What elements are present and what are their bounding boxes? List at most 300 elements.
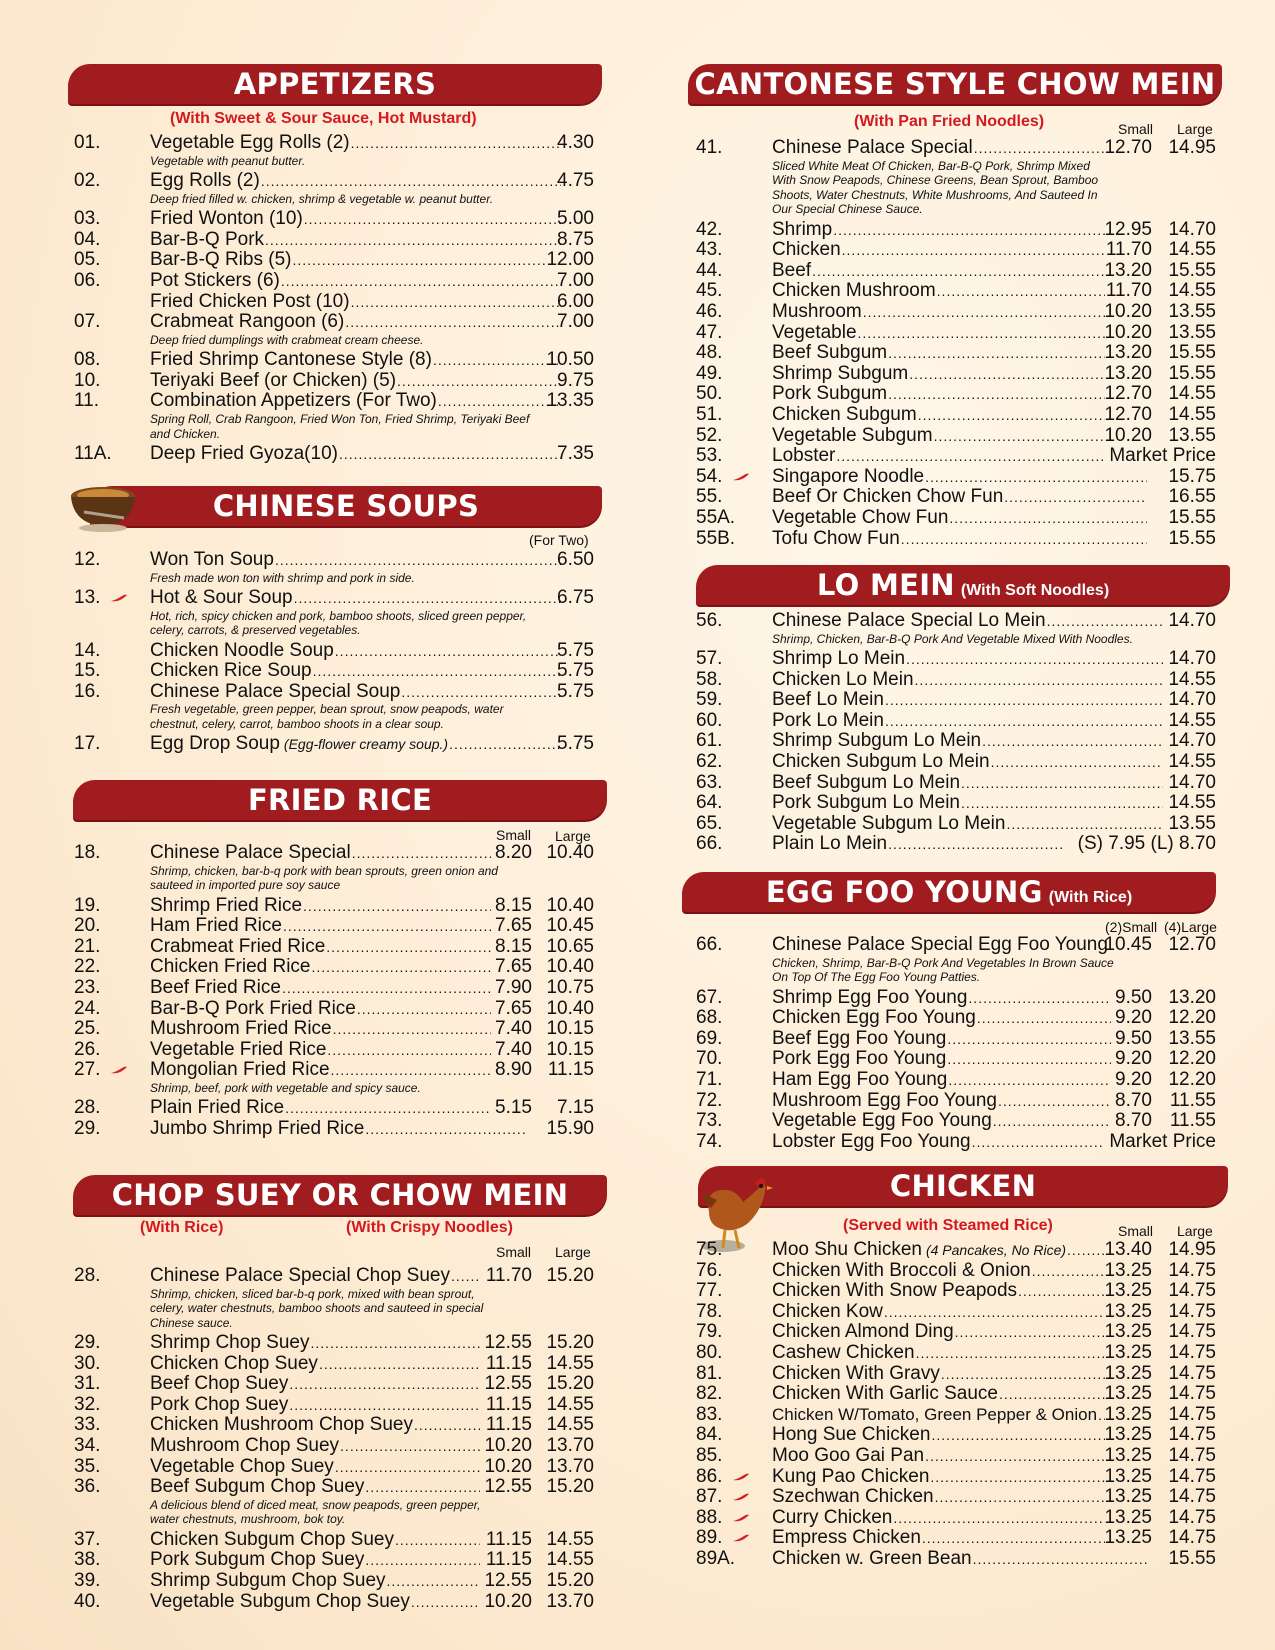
item-price: Market Price	[1109, 1130, 1216, 1152]
item-price-small: 13.25	[1104, 1506, 1152, 1528]
menu-item-row[interactable]	[696, 1322, 1216, 1343]
item-price-large: 14.55	[546, 1528, 594, 1550]
dot-leader	[931, 1425, 1105, 1446]
dot-leader	[387, 1571, 480, 1592]
item-name-with-leader	[772, 343, 1106, 364]
item-price-large: 15.20	[546, 1476, 594, 1498]
item-name: Bar-B-Q Ribs (5)	[150, 250, 292, 271]
dot-leader	[977, 1008, 1111, 1029]
menu-item-row[interactable]	[696, 834, 1216, 855]
dot-leader	[925, 1446, 1105, 1467]
item-price-small: 13.25	[1104, 1486, 1152, 1508]
item-price-small: 7.90	[495, 976, 532, 998]
item-price-small: 6.00	[557, 290, 594, 312]
menu-item-row[interactable]	[74, 1477, 594, 1498]
menu-item-row[interactable]	[696, 405, 1216, 426]
item-name: Chicken Chop Suey	[150, 1353, 318, 1374]
dot-leader	[313, 661, 561, 682]
item-name: Mushroom	[772, 301, 862, 322]
item-number: 83.	[696, 1403, 723, 1425]
item-price-small: 13.25	[1104, 1280, 1152, 1302]
item-name-with-leader	[772, 138, 1106, 159]
item-price-large: 11.55	[1169, 1089, 1216, 1111]
dot-leader	[395, 1530, 480, 1551]
menu-item-row[interactable]	[696, 1446, 1216, 1467]
lo-mein-subtitle: (With Soft Noodles)	[960, 582, 1110, 599]
item-description: Deep fried dumplings with crabmeat cream cheese.	[150, 332, 424, 347]
menu-item-row[interactable]	[74, 371, 594, 392]
item-name: Pork Subgum	[772, 384, 888, 405]
item-name: Mushroom Fried Rice	[150, 1019, 332, 1040]
menu-item-row[interactable]	[696, 711, 1216, 732]
item-number: 85.	[696, 1444, 723, 1466]
dot-leader	[451, 1266, 480, 1287]
item-price-small: 12.55	[484, 1570, 532, 1592]
item-name: Beef Or Chicken Chow Fun	[772, 487, 1004, 508]
menu-item-row[interactable]	[696, 138, 1216, 159]
item-name: Singapore Noodle	[772, 466, 925, 487]
egg-foo-young-small-label: (2)Small	[1105, 919, 1158, 935]
dot-leader	[326, 937, 491, 958]
item-price-small: 11.15	[485, 1393, 532, 1415]
item-price-small: 7.00	[557, 269, 594, 291]
menu-item-row[interactable]	[74, 896, 594, 917]
item-price-large: 15.55	[1168, 527, 1216, 549]
menu-item-row[interactable]	[696, 1364, 1216, 1385]
item-price-small: 11.15	[485, 1414, 532, 1436]
item-number: 33.	[74, 1414, 101, 1436]
dot-leader	[345, 312, 561, 333]
item-price-small: 11.15	[485, 1528, 532, 1550]
menu-item-row[interactable]	[74, 1436, 594, 1457]
dot-leader	[991, 752, 1163, 773]
menu-item-row[interactable]	[74, 1415, 594, 1436]
menu-item-row[interactable]	[74, 588, 594, 609]
menu-item-row[interactable]	[696, 1111, 1216, 1132]
item-name: Beef Chop Suey	[150, 1374, 289, 1395]
item-number: 12.	[74, 549, 101, 570]
menu-item-row[interactable]	[74, 1530, 594, 1551]
item-price-large: 15.55	[1168, 342, 1216, 364]
item-price-large: 13.20	[1168, 986, 1216, 1008]
dot-leader	[351, 133, 561, 154]
menu-item-row[interactable]	[74, 271, 594, 292]
item-price-small: 11.70	[1105, 280, 1152, 302]
menu-item-row[interactable]	[74, 171, 594, 192]
menu-item-row[interactable]	[696, 814, 1216, 835]
item-price-large: 14.75	[1168, 1259, 1216, 1281]
item-price-small: 14.70	[1168, 771, 1216, 793]
chili-pepper-icon	[732, 1533, 750, 1542]
item-name-with-leader	[150, 444, 562, 465]
menu-item-row[interactable]	[74, 734, 594, 755]
menu-item-row[interactable]	[74, 1550, 594, 1571]
menu-item-row[interactable]	[696, 1070, 1216, 1091]
chili-pepper-icon	[110, 1065, 128, 1074]
item-number: 89A.	[696, 1547, 736, 1569]
menu-item-row[interactable]	[74, 1571, 594, 1592]
item-name: Plain Fried Rice	[150, 1098, 285, 1119]
menu-item-row[interactable]	[696, 731, 1216, 752]
chop-suey-banner	[73, 1175, 607, 1215]
item-number: 54.	[696, 465, 723, 487]
item-name: Chinese Palace Special	[150, 843, 351, 863]
item-name-with-leader	[772, 240, 1106, 261]
dot-leader	[998, 1091, 1111, 1112]
dot-leader	[922, 1528, 1105, 1549]
dot-leader	[955, 1322, 1105, 1343]
menu-item-row[interactable]	[74, 978, 594, 999]
item-price-small: 9.20	[1115, 1068, 1152, 1090]
menu-item-row[interactable]	[74, 957, 594, 978]
item-name: Chinese Palace Special	[772, 138, 973, 158]
chili-pepper-icon	[732, 1513, 750, 1522]
item-name: Egg Drop Soup	[150, 734, 280, 755]
item-price-large: 15.20	[546, 1265, 594, 1286]
item-name-with-leader	[150, 896, 492, 917]
item-price-small: 13.55	[1168, 812, 1216, 834]
item-price-large: 14.75	[1168, 1300, 1216, 1322]
item-price-large: 15.90	[546, 1118, 594, 1140]
menu-item-row[interactable]	[696, 384, 1216, 405]
menu-item-row[interactable]	[696, 343, 1216, 364]
item-name: Chicken Rice Soup	[150, 661, 312, 682]
menu-item-row[interactable]	[696, 426, 1216, 447]
item-price-small: 9.50	[1115, 1027, 1152, 1049]
dot-leader	[833, 220, 1105, 241]
egg-foo-young-banner	[682, 872, 1216, 912]
menu-item-row[interactable]	[696, 281, 1216, 302]
menu-item-row[interactable]	[74, 1040, 594, 1061]
item-price-large: 15.55	[1168, 1547, 1216, 1569]
dot-leader	[1004, 487, 1147, 508]
item-number: 81.	[696, 1362, 723, 1384]
menu-item-row[interactable]	[696, 988, 1216, 1009]
menu-item-row[interactable]	[74, 641, 594, 662]
item-name: Beef Subgum Chop Suey	[150, 1477, 365, 1498]
item-name-with-leader	[150, 550, 562, 571]
item-price-small: 10.20	[1104, 424, 1152, 446]
item-description: Spring Roll, Crab Rangoon, Fried Won Ton, Fried Shrimp, Teriyaki Beef and Chicken.	[150, 412, 530, 441]
dot-leader	[836, 446, 1103, 467]
chop-suey-rice-subtitle: (With Rice)	[140, 1219, 224, 1236]
dot-leader	[365, 1119, 527, 1140]
dot-leader	[885, 711, 1163, 732]
item-number: 75.	[696, 1239, 723, 1260]
menu-item-row[interactable]	[74, 937, 594, 958]
menu-item-row[interactable]	[696, 1425, 1216, 1446]
item-name: Shrimp Chop Suey	[150, 1333, 310, 1354]
item-price-large: 14.55	[546, 1414, 594, 1436]
item-price-small: 14.55	[1168, 792, 1216, 814]
menu-item-row[interactable]	[696, 323, 1216, 344]
item-name-with-leader	[772, 220, 1106, 241]
item-price-small: 11.70	[485, 1265, 532, 1286]
menu-item-row[interactable]	[696, 446, 1216, 467]
dot-leader	[885, 690, 1163, 711]
item-name-with-leader	[772, 364, 1106, 385]
menu-item-row[interactable]	[74, 1354, 594, 1375]
dot-leader	[949, 508, 1147, 529]
item-name-with-leader	[772, 1240, 1106, 1261]
item-name: Chicken With Broccoli & Onion	[772, 1260, 1031, 1281]
item-name: Fried Wonton (10)	[150, 209, 303, 230]
dot-leader	[812, 261, 1105, 282]
item-name: Tofu Chow Fun	[772, 528, 900, 549]
item-name: Jumbo Shrimp Fried Rice	[150, 1119, 365, 1140]
dot-leader	[365, 1477, 480, 1498]
item-price-large: 14.75	[1168, 1424, 1216, 1446]
item-name: Plain Lo Mein	[772, 834, 888, 855]
item-price-large: 14.55	[546, 1352, 594, 1374]
item-price-large: 14.55	[546, 1549, 594, 1571]
appetizers-banner	[68, 64, 602, 104]
dot-leader	[888, 384, 1105, 405]
item-name-with-leader	[150, 1415, 481, 1436]
dot-leader	[414, 1415, 480, 1436]
menu-item-row[interactable]	[696, 1343, 1216, 1364]
item-name: Vegetable Fried Rice	[150, 1039, 327, 1060]
item-price-large: 15.75	[1168, 465, 1216, 487]
menu-item-row[interactable]	[696, 240, 1216, 261]
item-price-small: 9.75	[557, 369, 594, 391]
item-price-small: 10.20	[484, 1455, 532, 1477]
menu-item-row[interactable]	[696, 1281, 1216, 1302]
item-name: Chicken	[772, 240, 841, 261]
item-name: Ham Egg Foo Young	[772, 1069, 948, 1090]
menu-item-row[interactable]	[74, 1457, 594, 1478]
item-number: 18.	[74, 842, 101, 863]
menu-item-row[interactable]	[696, 1008, 1216, 1029]
menu-item-row[interactable]	[696, 1091, 1216, 1112]
menu-item-row[interactable]	[696, 1132, 1216, 1153]
item-price-small: 8.70	[1115, 1089, 1152, 1111]
item-number: 38.	[74, 1549, 101, 1571]
menu-item-row[interactable]	[696, 1240, 1216, 1261]
item-price-large: 14.75	[1168, 1362, 1216, 1384]
menu-item-row[interactable]	[696, 1049, 1216, 1070]
menu-item-row[interactable]	[696, 1261, 1216, 1282]
item-name: Empress Chicken	[772, 1528, 921, 1549]
item-name: Beef Lo Mein	[772, 690, 884, 711]
item-number: 49.	[696, 362, 723, 384]
item-name: Shrimp Fried Rice	[150, 895, 303, 916]
item-price: (S) 7.95 (L) 8.70	[1077, 833, 1216, 855]
item-name: Chicken With Snow Peapods	[772, 1281, 1018, 1302]
menu-item-row[interactable]	[74, 230, 594, 251]
item-name-with-leader	[150, 1333, 481, 1354]
item-name-with-leader	[772, 690, 1164, 711]
menu-item-row[interactable]	[696, 752, 1216, 773]
menu-item-row[interactable]	[696, 529, 1216, 550]
dot-leader	[974, 138, 1105, 159]
item-number: 16.	[74, 680, 101, 702]
menu-item-row[interactable]	[696, 649, 1216, 670]
item-name-with-leader	[150, 1354, 481, 1375]
item-name: Fried Shrimp Cantonese Style (8)	[150, 350, 432, 371]
dot-leader	[935, 1487, 1105, 1508]
chicken-large-label: Large	[1177, 1223, 1213, 1239]
menu-item-row[interactable]	[74, 1592, 594, 1613]
menu-item-row[interactable]	[74, 682, 594, 703]
item-price-large: 14.55	[1168, 280, 1216, 302]
item-name: Fried Chicken Post (10)	[150, 291, 350, 312]
menu-item-row[interactable]	[74, 250, 594, 271]
item-name-with-leader	[772, 814, 1164, 835]
menu-item-row[interactable]	[74, 661, 594, 682]
item-name: Chinese Palace Special Chop Suey	[150, 1266, 450, 1286]
dot-leader	[906, 649, 1163, 670]
item-name: Hong Sue Chicken	[772, 1425, 931, 1446]
item-number: 88.	[696, 1506, 723, 1528]
dot-leader	[333, 1019, 491, 1040]
item-number: 45.	[696, 280, 723, 302]
egg-foo-young-large-label: (4)Large	[1164, 919, 1217, 935]
menu-item-row[interactable]	[696, 1549, 1216, 1570]
item-price-small: 13.25	[1104, 1403, 1152, 1425]
menu-item-row[interactable]	[696, 793, 1216, 814]
menu-item-row[interactable]	[74, 999, 594, 1020]
item-price-small: 5.00	[557, 208, 594, 230]
item-price-small: 14.55	[1168, 709, 1216, 731]
menu-item-row[interactable]	[696, 508, 1216, 529]
item-name: Crabmeat Fried Rice	[150, 936, 326, 957]
item-name: Chicken Mushroom Chop Suey	[150, 1415, 413, 1436]
menu-item-row[interactable]	[74, 133, 594, 154]
soups-banner	[90, 486, 602, 526]
item-name: Chicken Mushroom	[772, 281, 936, 302]
item-name: Bar-B-Q Pork	[150, 229, 265, 250]
menu-item-row[interactable]	[74, 209, 594, 230]
dot-leader	[352, 843, 491, 864]
dot-leader	[340, 1436, 480, 1457]
item-number: 57.	[696, 648, 723, 670]
item-price-large: 10.75	[546, 976, 594, 998]
item-number: 84.	[696, 1424, 723, 1446]
menu-item-row[interactable]	[74, 1333, 594, 1354]
menu-item-row[interactable]	[74, 1374, 594, 1395]
item-price-small: 8.15	[495, 935, 532, 957]
item-price-large: 10.40	[546, 997, 594, 1019]
menu-item-row[interactable]	[74, 1098, 594, 1119]
menu-item-row[interactable]	[696, 364, 1216, 385]
item-number: 35.	[74, 1455, 101, 1477]
menu-item-row[interactable]	[74, 312, 594, 333]
item-name: Shrimp Egg Foo Young	[772, 987, 968, 1008]
item-number: 08.	[74, 349, 101, 371]
item-name-with-leader	[150, 1266, 481, 1287]
menu-item-row[interactable]	[74, 350, 594, 371]
menu-item-row[interactable]	[696, 670, 1216, 691]
item-number: 21.	[74, 935, 101, 957]
item-name: Chicken w. Green Bean	[772, 1548, 972, 1569]
menu-item-row[interactable]	[696, 690, 1216, 711]
item-name-with-leader	[772, 1029, 1112, 1050]
item-name-with-leader	[772, 1508, 1106, 1529]
item-number: 89.	[696, 1527, 723, 1549]
dot-leader	[925, 467, 1147, 488]
item-price-small: 8.70	[1115, 1110, 1152, 1132]
item-number: 55.	[696, 486, 723, 508]
item-price-large: 14.75	[1168, 1465, 1216, 1487]
item-name: Vegetable	[772, 322, 857, 343]
menu-item-row[interactable]	[696, 467, 1216, 488]
item-price-large: 10.15	[546, 1038, 594, 1060]
menu-item-row[interactable]	[74, 550, 594, 571]
item-number: 64.	[696, 792, 723, 814]
menu-item-row[interactable]	[74, 292, 594, 313]
item-number: 79.	[696, 1321, 723, 1343]
dot-leader	[961, 773, 1163, 794]
menu-item-row[interactable]	[696, 1528, 1216, 1549]
menu-item-row[interactable]	[74, 1266, 594, 1287]
item-name-with-leader	[150, 171, 562, 192]
item-price-large: 13.55	[1168, 300, 1216, 322]
item-price-small: 12.55	[484, 1332, 532, 1354]
menu-item-row[interactable]	[74, 444, 594, 465]
menu-item-row[interactable]	[696, 773, 1216, 794]
menu-item-row[interactable]	[74, 916, 594, 937]
item-name-with-leader	[772, 649, 1164, 670]
menu-item-row[interactable]	[74, 1395, 594, 1416]
item-name: Vegetable Subgum	[772, 425, 933, 446]
item-name: Beef Subgum	[772, 343, 888, 364]
menu-item-row[interactable]	[696, 935, 1216, 956]
menu-item-row[interactable]	[696, 1029, 1216, 1050]
dot-leader	[449, 734, 561, 755]
dot-leader	[972, 1132, 1103, 1153]
item-price-large: 14.75	[1168, 1341, 1216, 1363]
menu-item-row[interactable]	[74, 843, 594, 864]
chili-pepper-icon	[732, 472, 750, 481]
item-price-small: 12.55	[484, 1476, 532, 1498]
menu-item-row[interactable]	[696, 220, 1216, 241]
appetizers-list	[74, 133, 594, 465]
item-name: Beef Fried Rice	[150, 977, 281, 998]
menu-item-row[interactable]	[696, 302, 1216, 323]
menu-item-row[interactable]	[696, 1302, 1216, 1323]
item-number: 74.	[696, 1130, 723, 1152]
dot-leader	[934, 426, 1105, 447]
item-name-with-leader	[772, 1111, 1112, 1132]
menu-item-row[interactable]	[696, 1487, 1216, 1508]
menu-item-row[interactable]	[74, 1119, 594, 1140]
menu-item-row[interactable]	[696, 1384, 1216, 1405]
menu-item-row[interactable]	[696, 611, 1216, 632]
menu-item-row[interactable]	[74, 1060, 594, 1081]
item-name: Shrimp Subgum Lo Mein	[772, 731, 982, 752]
chili-pepper-icon	[110, 593, 128, 602]
menu-item-row[interactable]	[696, 1405, 1216, 1426]
dot-leader	[968, 988, 1111, 1009]
menu-item-row[interactable]	[696, 487, 1216, 508]
item-name-with-leader	[772, 302, 1106, 323]
dot-leader	[884, 1302, 1105, 1323]
item-description: Fresh made won ton with shrimp and pork in side.	[150, 570, 415, 585]
item-name-with-leader	[772, 1384, 1106, 1405]
item-name: Shrimp Subgum Chop Suey	[150, 1571, 386, 1592]
dot-leader	[310, 1333, 480, 1354]
item-price-large: 14.75	[1168, 1506, 1216, 1528]
item-price-small: 10.20	[1104, 300, 1152, 322]
menu-item-row[interactable]	[696, 1508, 1216, 1529]
menu-item-row[interactable]	[696, 1467, 1216, 1488]
dot-leader	[1067, 1240, 1105, 1261]
dot-leader	[401, 682, 561, 703]
menu-item-row[interactable]	[696, 261, 1216, 282]
menu-item-row[interactable]	[74, 391, 594, 412]
menu-item-row[interactable]	[74, 1019, 594, 1040]
